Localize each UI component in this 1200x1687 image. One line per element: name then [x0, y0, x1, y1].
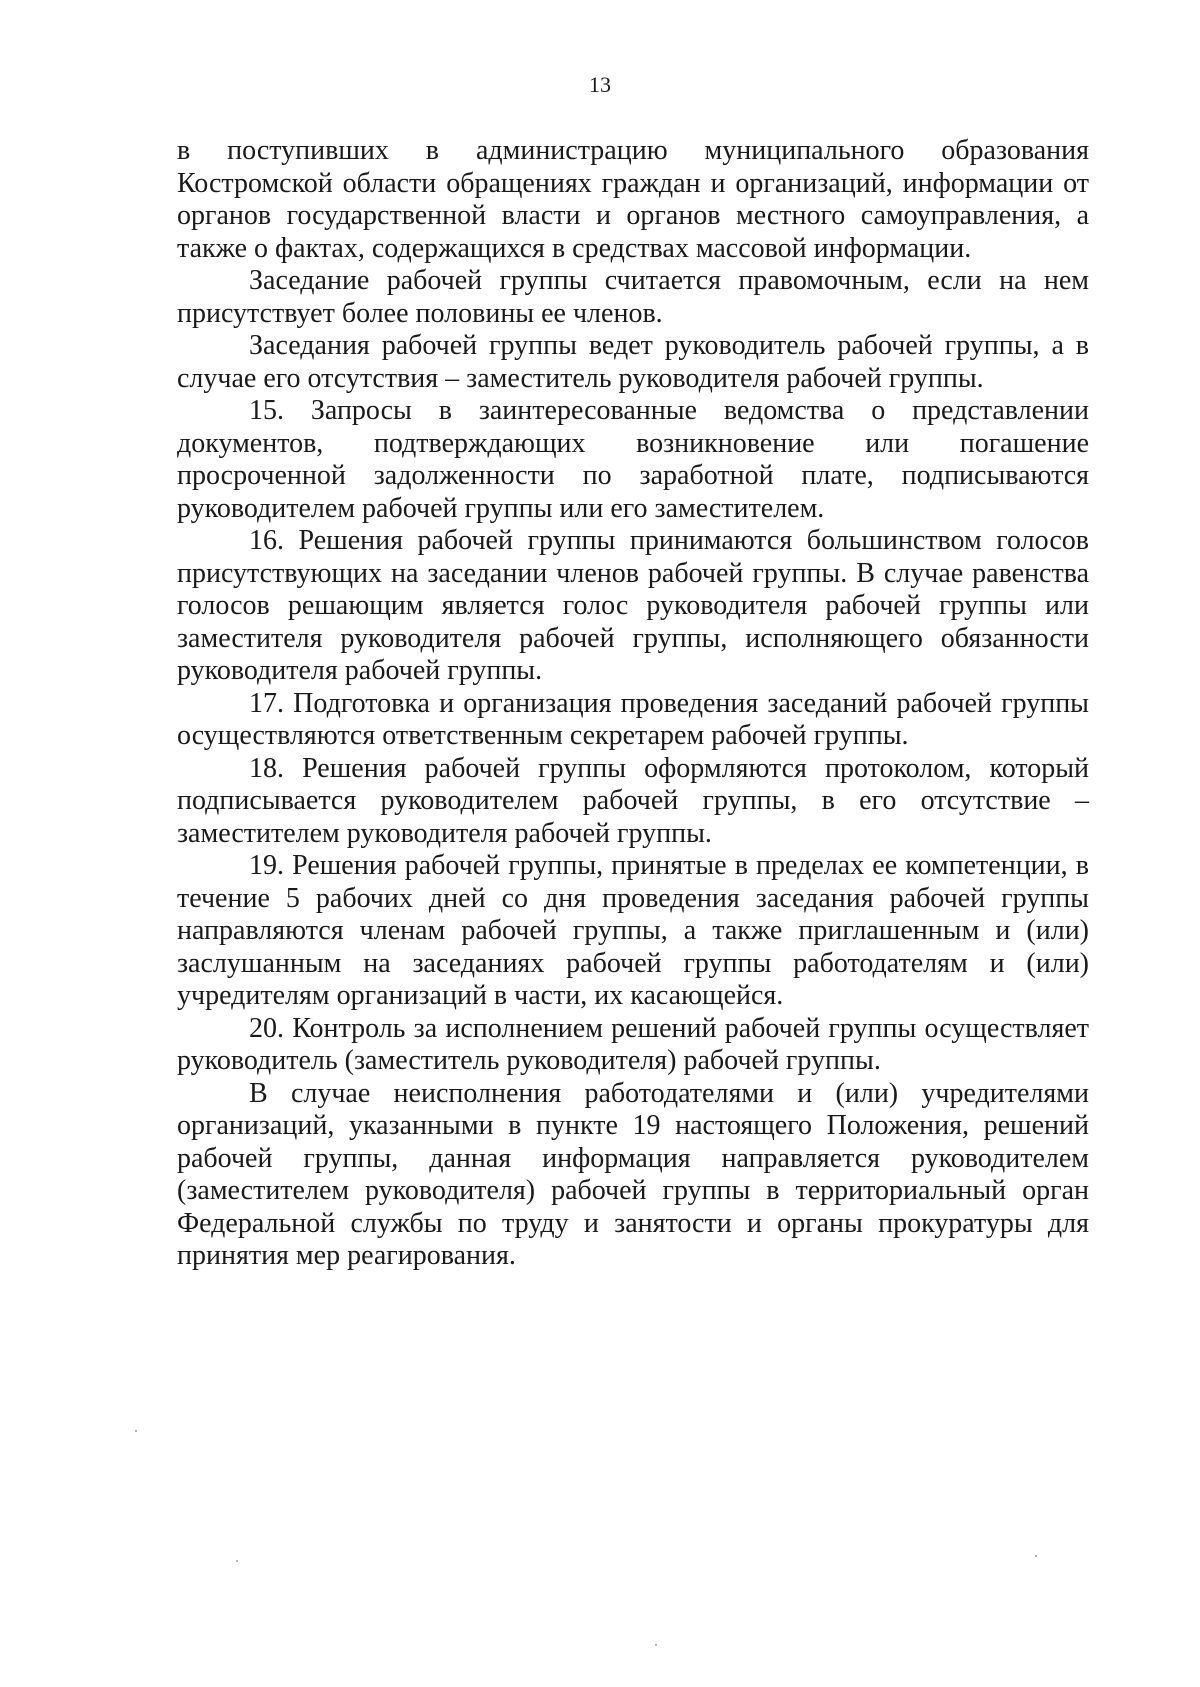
page-number: 13 — [589, 72, 611, 97]
paragraph-item-19: 19. Решения рабочей группы, принятые в пределах ее компетенции, в течение 5 рабочих дней со дня проведения заседания рабочей группы направляются членам рабочей группы, а также приглашенным и (или) заслушанным на заседаниях рабочей группы работодателям и (или) учредителям организаций в части, их касающейся. — [177, 850, 1089, 1011]
paragraph-continuation: в поступивших в администрацию муниципального образования Костромской области обращениях граждан и организаций, информации от органов государственной власти и органов местного самоуправления, а также о фактах, содержащихся в средствах массовой информации. — [177, 135, 1089, 264]
paragraph-item-17: 17. Подготовка и организация проведения заседаний рабочей группы осуществляются ответственным секретарем рабочей группы. — [177, 687, 1089, 751]
paragraph-item-15: 15. Запросы в заинтересованные ведомства о представлении документов, подтверждающих возникновение или погашение просроченной задолженности по заработной плате, подписываются руководителем рабочей группы или его заместителем. — [177, 395, 1089, 524]
scan-speck — [1035, 1555, 1037, 1557]
scan-speck — [655, 1644, 657, 1646]
scan-speck — [135, 1430, 137, 1432]
paragraph-non-compliance: В случае неисполнения работодателями и (или) учредителями организаций, указанными в пункте 19 настоящего Положения, решений рабочей группы, данная информация направляется руководителем (заместителем руководителя) рабочей группы в территориальный орган Федеральной службы по труду и занятости и органы прокуратуры для принятия мер реагирования. — [177, 1077, 1089, 1271]
body-text — [177, 135, 1089, 1273]
scan-speck — [236, 1560, 238, 1562]
paragraph-item-20: 20. Контроль за исполнением решений рабочей группы осуществляет руководитель (заместитель руководителя) рабочей группы. — [177, 1012, 1089, 1076]
paragraph-chairing: Заседания рабочей группы ведет руководитель рабочей группы, а в случае его отсутствия – заместитель руководителя рабочей группы. — [177, 330, 1089, 394]
paragraph-item-18: 18. Решения рабочей группы оформляются протоколом, который подписывается руководителем рабочей группы, в его отсутствие – заместителем руководителя рабочей группы. — [177, 752, 1089, 849]
paragraph-item-16: 16. Решения рабочей группы принимаются большинством голосов присутствующих на заседании членов рабочей группы. В случае равенства голосов решающим является голос руководителя рабочей группы или заместителя руководителя рабочей группы, исполняющего обязанности руководителя рабочей группы. — [177, 525, 1089, 686]
paragraph-quorum: Заседание рабочей группы считается правомочным, если на нем присутствует более половины ее членов. — [177, 265, 1089, 329]
